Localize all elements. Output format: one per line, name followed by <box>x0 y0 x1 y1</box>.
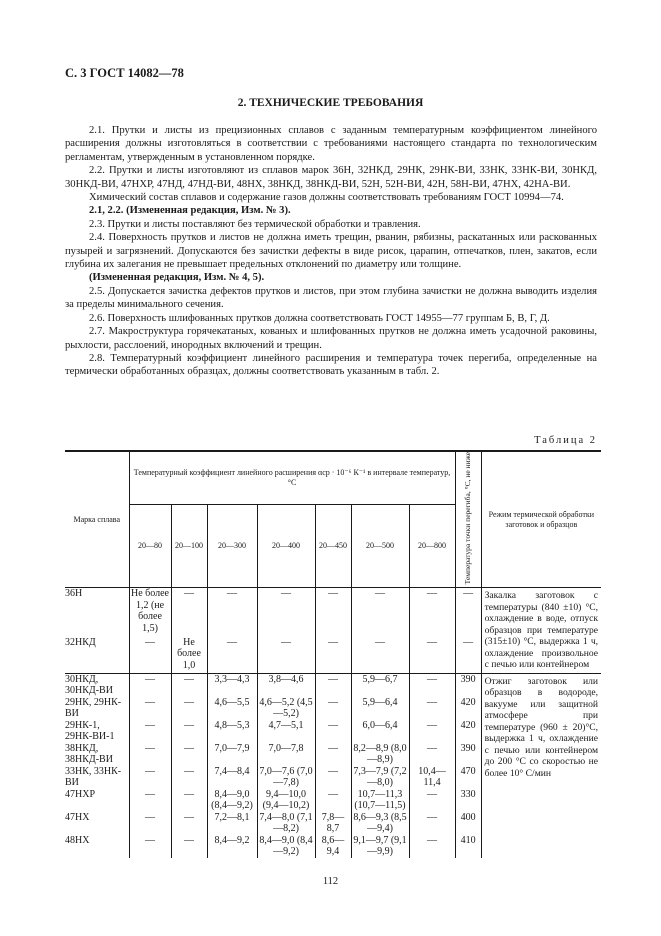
value-cell: 8,2—8,9 (8,0—8,9) <box>351 743 409 766</box>
grade-cell: 47НХ <box>65 812 129 835</box>
value-cell: — <box>129 743 171 766</box>
value-cell: 7,0—7,9 <box>207 743 257 766</box>
temp-cell: 400 <box>455 812 481 835</box>
paragraph-2-4: 2.4. Поверхность прутков и листов не должна иметь трещин, рванин, рябизны, раскатанных или раскованных пузырей и загрязнений. Допускаются без зачистки дефекты в виде рисок, царапин, отпечатков, плен, закатов, если глубина их залегания не превышает предельных отклонений по диаметру или толщине. <box>65 232 597 271</box>
value-cell: 3,3—4,3 <box>207 673 257 697</box>
value-cell: — <box>409 720 455 743</box>
grade-cell: 32НКД <box>65 637 129 674</box>
value-cell: — <box>171 588 207 637</box>
value-cell: — <box>129 789 171 812</box>
value-cell: — <box>129 812 171 835</box>
value-cell: — <box>315 766 351 789</box>
grade-cell: 38НКД, 38НКД-ВИ <box>65 743 129 766</box>
temp-cell: 390 <box>455 743 481 766</box>
value-cell: — <box>351 588 409 637</box>
temp-cell: 410 <box>455 835 481 858</box>
value-cell: 10,4—11,4 <box>409 766 455 789</box>
header-range: 20—500 <box>351 505 409 588</box>
section-title: 2. ТЕХНИЧЕСКИЕ ТРЕБОВАНИЯ <box>237 97 424 109</box>
value-cell: — <box>129 766 171 789</box>
amendment-note-2: (Измененная редакция, Изм. № 4, 5). <box>89 272 265 284</box>
value-cell: 4,6—5,5 <box>207 697 257 720</box>
paragraph-chemical-composition: Химический состав сплавов и содержание газов должны соответствовать требованиям ГОСТ 10994—74. <box>89 192 564 204</box>
value-cell: 7,4—8,0 (7,1—8,2) <box>257 812 315 835</box>
value-cell: 8,4—9,0 (8,4—9,2) <box>207 789 257 812</box>
header-inflection-temp: Температура точки перегиба, °С, не ниже <box>455 451 481 588</box>
value-cell: 7,0—7,8 <box>257 743 315 766</box>
value-cell: — <box>409 697 455 720</box>
value-cell: — <box>315 720 351 743</box>
expansion-table <box>65 450 601 858</box>
header-grade: Марка сплава <box>65 451 129 588</box>
header-treatment-regime: Режим термической обработки заготовок и образцов <box>481 451 601 588</box>
body-text <box>65 124 597 379</box>
value-cell: — <box>409 789 455 812</box>
value-cell: — <box>409 588 455 637</box>
table-body-group-2 <box>65 673 601 858</box>
value-cell: — <box>171 697 207 720</box>
header-range: 20—400 <box>257 505 315 588</box>
value-cell: — <box>257 588 315 637</box>
value-cell: — <box>207 588 257 637</box>
value-cell: — <box>129 673 171 697</box>
grade-cell: 48НХ <box>65 835 129 858</box>
value-cell: — <box>315 673 351 697</box>
value-cell: 8,6—9,3 (8,5—9,4) <box>351 812 409 835</box>
value-cell: 8,4—9,0 (8,4—9,2) <box>257 835 315 858</box>
grade-cell: 29НК-1, 29НК-ВИ-1 <box>65 720 129 743</box>
value-cell: 7,4—8,4 <box>207 766 257 789</box>
table-body-group-1 <box>65 588 601 674</box>
page-header: С. 3 ГОСТ 14082—78 <box>65 66 184 80</box>
value-cell: 7,8—8,7 <box>315 812 351 835</box>
paragraph-2-2: 2.2. Прутки и листы изготовляют из сплавов марок 36Н, 32НКД, 29НК, 29НК-ВИ, 33НК, 33НК-ВИ, 30НКД, 30НКД-ВИ, 47НХР, 47НД, 47НД-ВИ, 48НХ, 38НКД, 38НКД-ВИ, 52Н, 52Н-ВИ, 42Н, 58Н-ВИ, 47НХ, 42НА-ВИ. <box>65 165 597 190</box>
value-cell: — <box>257 637 315 674</box>
table-label: Таблица 2 <box>534 435 597 446</box>
temp-cell: 420 <box>455 697 481 720</box>
value-cell: 9,4—10,0 (9,4—10,2) <box>257 789 315 812</box>
value-cell: 8,4—9,2 <box>207 835 257 858</box>
value-cell: 10,7—11,3 (10,7—11,5) <box>351 789 409 812</box>
value-cell: 5,9—6,4 <box>351 697 409 720</box>
header-coefficient: Температурный коэффициент линейного расширения αср · 10⁻⁶ К⁻¹ в интервале температур, °С <box>129 451 455 505</box>
value-cell: — <box>409 637 455 674</box>
temp-cell: — <box>455 637 481 674</box>
header-range: 20—80 <box>129 505 171 588</box>
paragraph-2-8: 2.8. Температурный коэффициент линейного расширения и температура точек перегиба, определенные на термически обработанных образцах, должны соответствовать указанным в табл. 2. <box>65 352 597 378</box>
value-cell: — <box>409 673 455 697</box>
value-cell: — <box>171 673 207 697</box>
value-cell: — <box>207 637 257 674</box>
paragraph-2-5: 2.5. Допускается зачистка дефектов прутков и листов, при этом глубина зачистки не должна выводить изделия за пределы минимального сечения. <box>65 285 597 311</box>
value-cell: — <box>129 637 171 674</box>
value-cell: 7,3—7,9 (7,2—8,0) <box>351 766 409 789</box>
value-cell: — <box>171 835 207 858</box>
grade-cell: 30НКД, 30НКД-ВИ <box>65 673 129 697</box>
amendment-note-1: 2.1, 2.2. (Измененная редакция, Изм. № 3). <box>89 205 291 217</box>
paragraph-2-1: 2.1. Прутки и листы из прецизионных сплавов с заданным температурным коэффициентом линейного расширения должны изготовляться в соответствии с требованиями настоящего стандарта по технологическим регламентам, утвержденным в установленном порядке. <box>65 125 597 163</box>
value-cell: 4,7—5,1 <box>257 720 315 743</box>
value-cell: — <box>171 720 207 743</box>
treatment-regime-cell: Отжиг заготовок или образцов в водороде, вакууме или защитной атмосфере при температуре (960 ± 20)°С, выдержка 1 ч, охлаждение с печью или контейнером до 200 °С со скоростью не более 10° С/мин <box>481 673 601 858</box>
header-range: 20—100 <box>171 505 207 588</box>
temp-cell: 470 <box>455 766 481 789</box>
value-cell: Не более 1,0 <box>171 637 207 674</box>
header-range: 20—450 <box>315 505 351 588</box>
grade-cell: 36Н <box>65 588 129 637</box>
value-cell: — <box>409 835 455 858</box>
grade-cell: 29НК, 29НК-ВИ <box>65 697 129 720</box>
value-cell: 5,9—6,7 <box>351 673 409 697</box>
value-cell: — <box>171 812 207 835</box>
temp-cell: 420 <box>455 720 481 743</box>
value-cell: — <box>409 743 455 766</box>
value-cell: — <box>409 812 455 835</box>
value-cell: — <box>315 637 351 674</box>
value-cell: 4,6—5,2 (4,5—5,2) <box>257 697 315 720</box>
value-cell: — <box>171 766 207 789</box>
value-cell: Не более 1,2 (не более 1,5) <box>129 588 171 637</box>
value-cell: 7,0—7,6 (7,0—7,8) <box>257 766 315 789</box>
value-cell: 3,8—4,6 <box>257 673 315 697</box>
paragraph-2-3: 2.3. Прутки и листы поставляют без термической обработки и травления. <box>89 218 421 230</box>
value-cell: — <box>315 588 351 637</box>
value-cell: — <box>315 697 351 720</box>
temp-cell: 390 <box>455 673 481 697</box>
table-row <box>65 673 601 697</box>
value-cell: — <box>315 743 351 766</box>
value-cell: — <box>171 789 207 812</box>
value-cell: 8,6—9,4 <box>315 835 351 858</box>
paragraph-2-7: 2.7. Макроструктура горячекатаных, кованых и шлифованных прутков не должна иметь усадочной раковины, рыхлости, расслоений, инородных включений и трещин. <box>65 326 597 351</box>
temp-cell: 330 <box>455 789 481 812</box>
value-cell: — <box>171 743 207 766</box>
treatment-regime-cell: Закалка заготовок с температуры (840 ±10) °С, охлаждение в воде, отпуск образцов при температуре (315±10) °С, выдержка 1 ч, охлаждение произвольное с печью или контейнером <box>481 588 601 674</box>
value-cell: 7,2—8,1 <box>207 812 257 835</box>
value-cell: — <box>129 697 171 720</box>
paragraph-2-6: 2.6. Поверхность шлифованных прутков должна соответствовать ГОСТ 14955—77 группам Б, В, Г, Д. <box>89 312 550 324</box>
grade-cell: 33НК, 33НК-ВИ <box>65 766 129 789</box>
grade-cell: 47НХР <box>65 789 129 812</box>
page-number: 112 <box>322 876 339 887</box>
value-cell: — <box>129 720 171 743</box>
table-row <box>65 588 601 637</box>
value-cell: 6,0—6,4 <box>351 720 409 743</box>
value-cell: — <box>129 835 171 858</box>
value-cell: — <box>351 637 409 674</box>
temp-cell: — <box>455 588 481 637</box>
header-range: 20—800 <box>409 505 455 588</box>
value-cell: — <box>315 789 351 812</box>
value-cell: 9,1—9,7 (9,1—9,9) <box>351 835 409 858</box>
value-cell: 4,8—5,3 <box>207 720 257 743</box>
header-range: 20—300 <box>207 505 257 588</box>
